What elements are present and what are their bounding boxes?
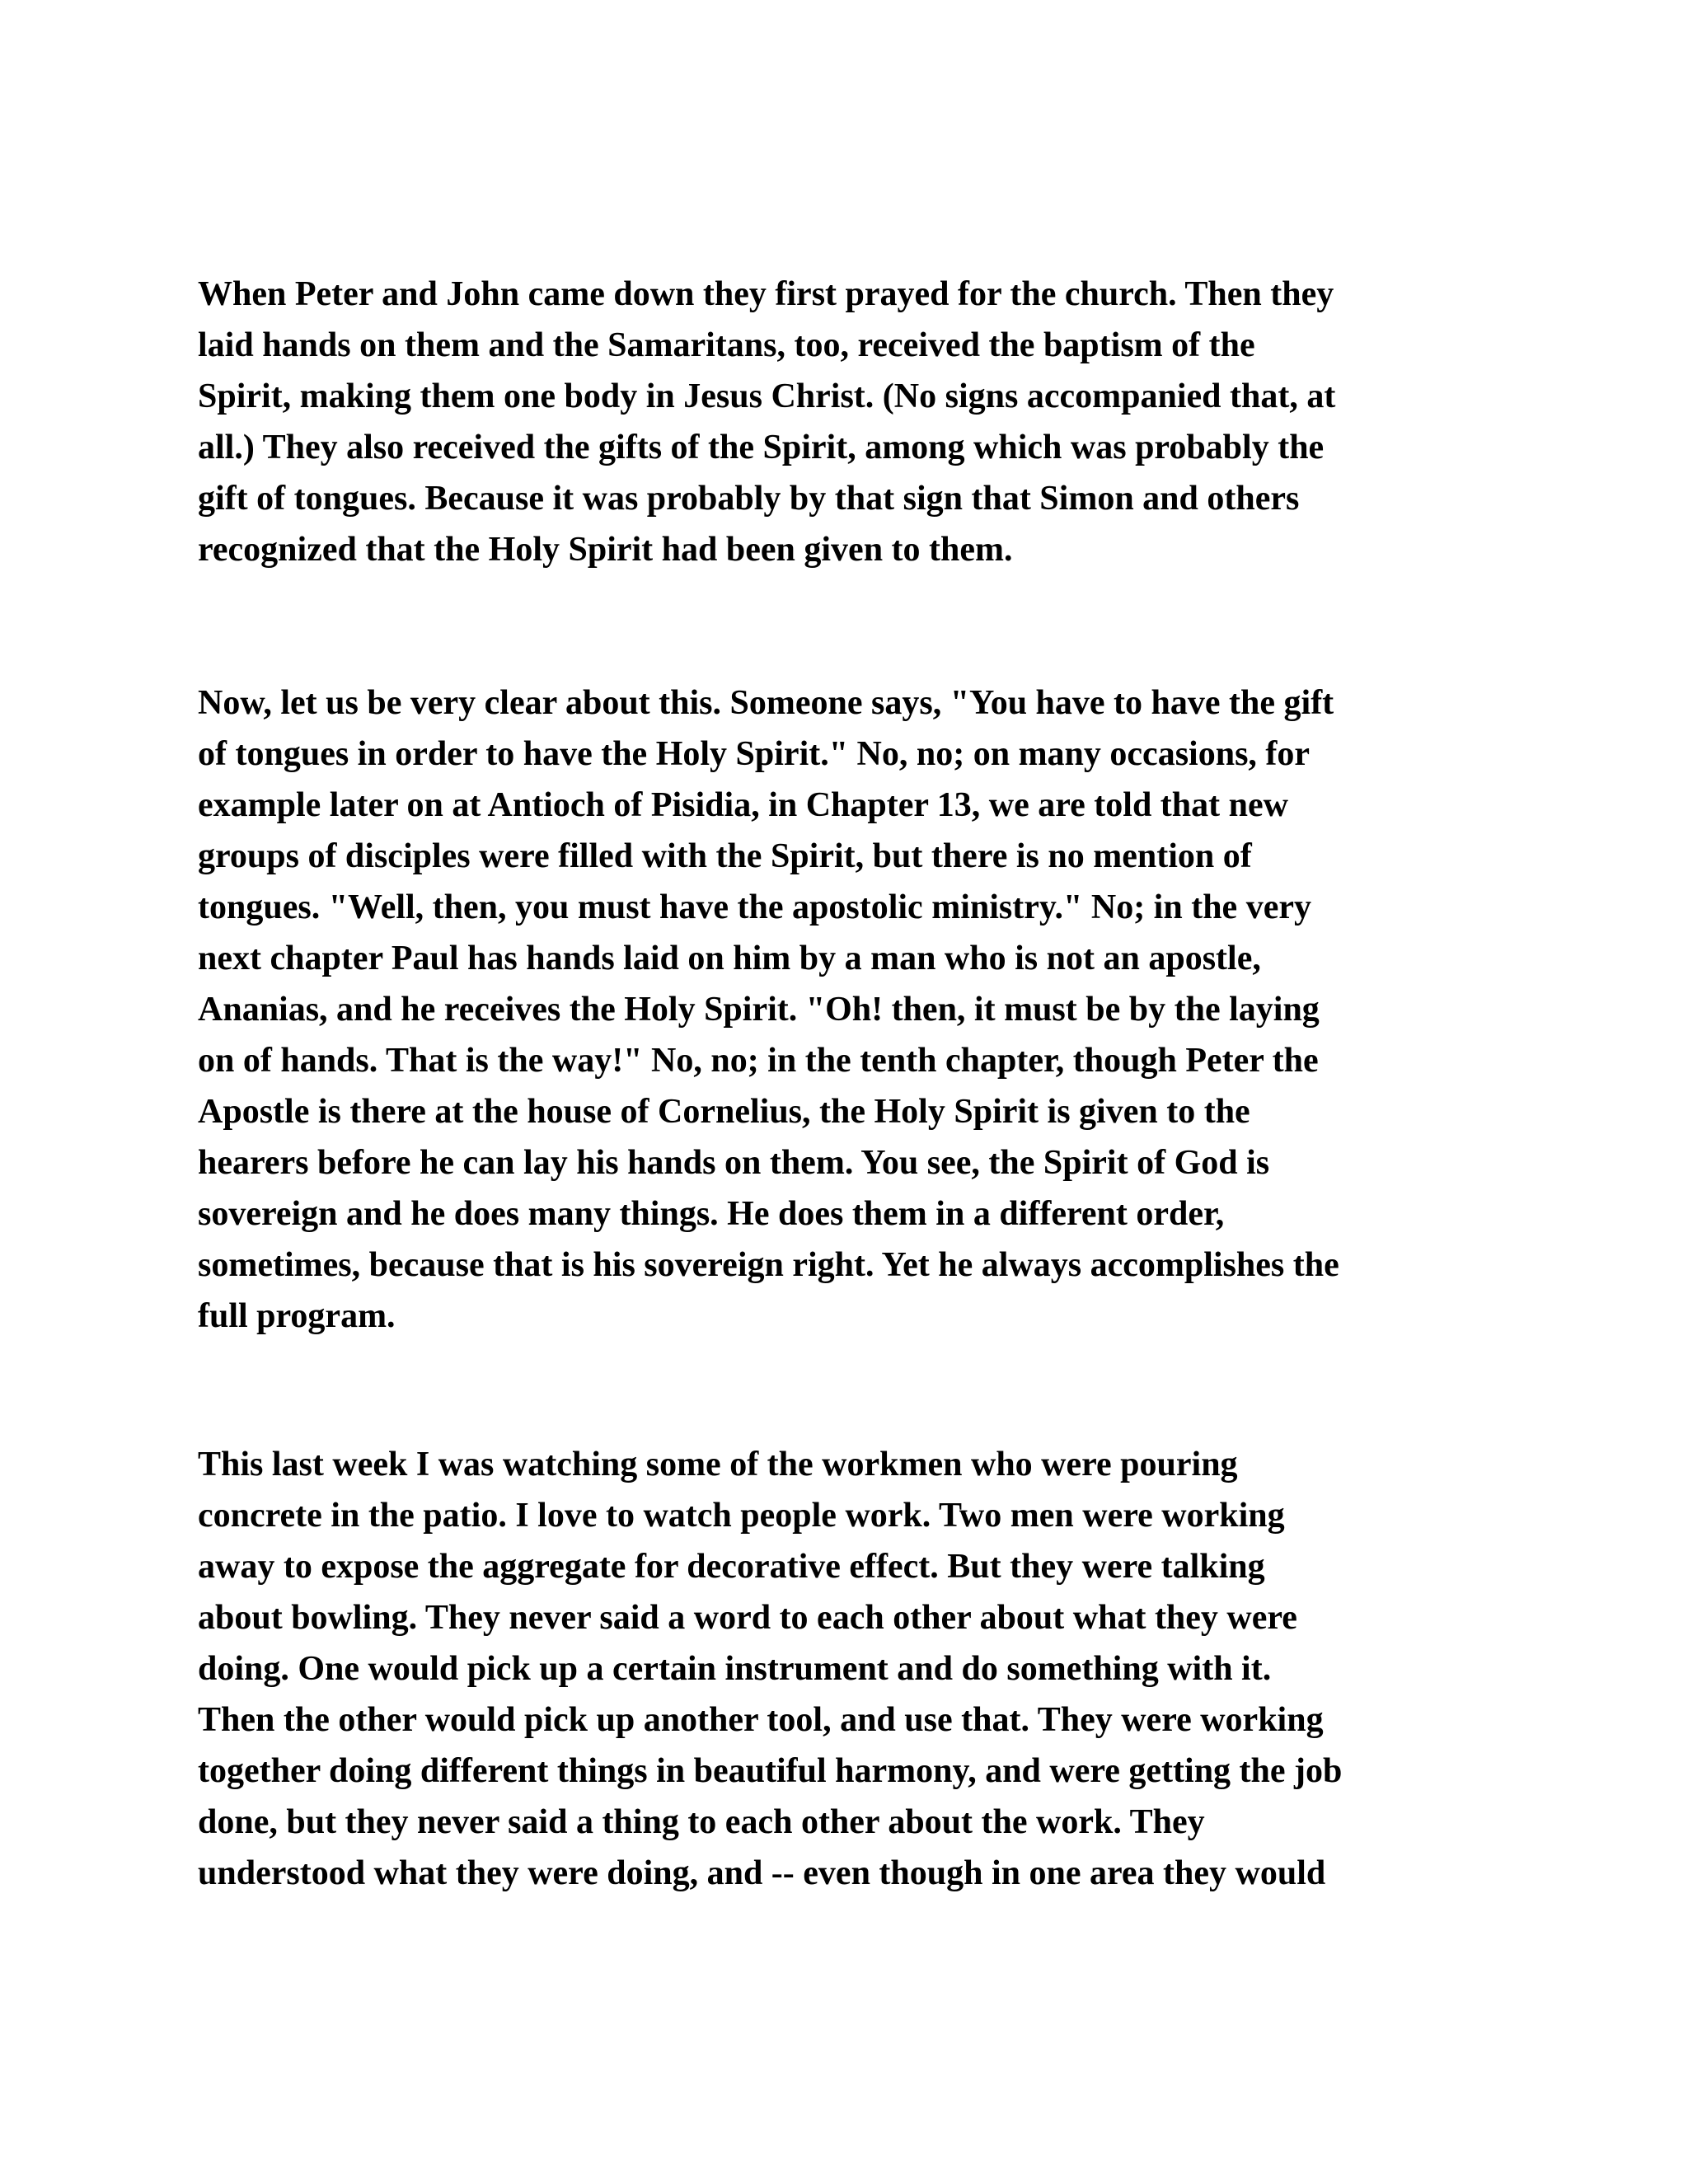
text-line: groups of disciples were filled with the Spirit, but there is no mention of	[198, 837, 1252, 875]
text-line: When Peter and John came down they first prayed for the church. Then they	[198, 275, 1334, 313]
text-line: doing. One would pick up a certain instrument and do something with it.	[198, 1650, 1272, 1688]
text-line: Then the other would pick up another tool, and use that. They were working	[198, 1701, 1324, 1739]
paragraph-2	[198, 677, 1484, 1342]
text-line: about bowling. They never said a word to each other about what they were	[198, 1599, 1297, 1637]
text-line: laid hands on them and the Samaritans, too, received the baptism of the	[198, 326, 1255, 364]
text-line: This last week I was watching some of the workmen who were pouring	[198, 1446, 1238, 1483]
text-line: concrete in the patio. I love to watch people work. Two men were working	[198, 1497, 1285, 1535]
text-line: Ananias, and he receives the Holy Spirit. "Oh! then, it must be by the laying	[198, 991, 1320, 1029]
text-line: full program.	[198, 1297, 396, 1335]
text-line: on of hands. That is the way!" No, no; in the tenth chapter, though Peter the	[198, 1042, 1319, 1080]
text-line: of tongues in order to have the Holy Spirit." No, no; on many occasions, for	[198, 735, 1311, 773]
text-line: together doing different things in beautiful harmony, and were getting the job	[198, 1752, 1343, 1790]
paragraph-3	[198, 1439, 1484, 1899]
text-line: away to expose the aggregate for decorative effect. But they were talking	[198, 1548, 1265, 1586]
text-line: next chapter Paul has hands laid on him by a man who is not an apostle,	[198, 940, 1261, 977]
text-line: done, but they never said a thing to each other about the work. They	[198, 1803, 1205, 1841]
text-line: Spirit, making them one body in Jesus Christ. (No signs accompanied that, at	[198, 377, 1336, 415]
text-line: gift of tongues. Because it was probably by that sign that Simon and others	[198, 480, 1300, 518]
paragraph-1	[198, 269, 1484, 575]
text-line: tongues. "Well, then, you must have the apostolic ministry." No; in the very	[198, 888, 1311, 926]
text-line: sovereign and he does many things. He does them in a different order,	[198, 1195, 1225, 1233]
text-line: recognized that the Holy Spirit had been given to them.	[198, 531, 1013, 569]
text-line: hearers before he can lay his hands on them. You see, the Spirit of God is	[198, 1144, 1270, 1182]
text-line: example later on at Antioch of Pisidia, in Chapter 13, we are told that new	[198, 786, 1288, 824]
text-line: all.) They also received the gifts of the Spirit, among which was probably the	[198, 429, 1325, 466]
text-line: understood what they were doing, and -- even though in one area they would	[198, 1854, 1326, 1892]
text-line: Apostle is there at the house of Cornelius, the Holy Spirit is given to the	[198, 1093, 1250, 1131]
text-line: Now, let us be very clear about this. Someone says, "You have to have the gift	[198, 684, 1334, 722]
text-line: sometimes, because that is his sovereign right. Yet he always accomplishes the	[198, 1246, 1339, 1284]
